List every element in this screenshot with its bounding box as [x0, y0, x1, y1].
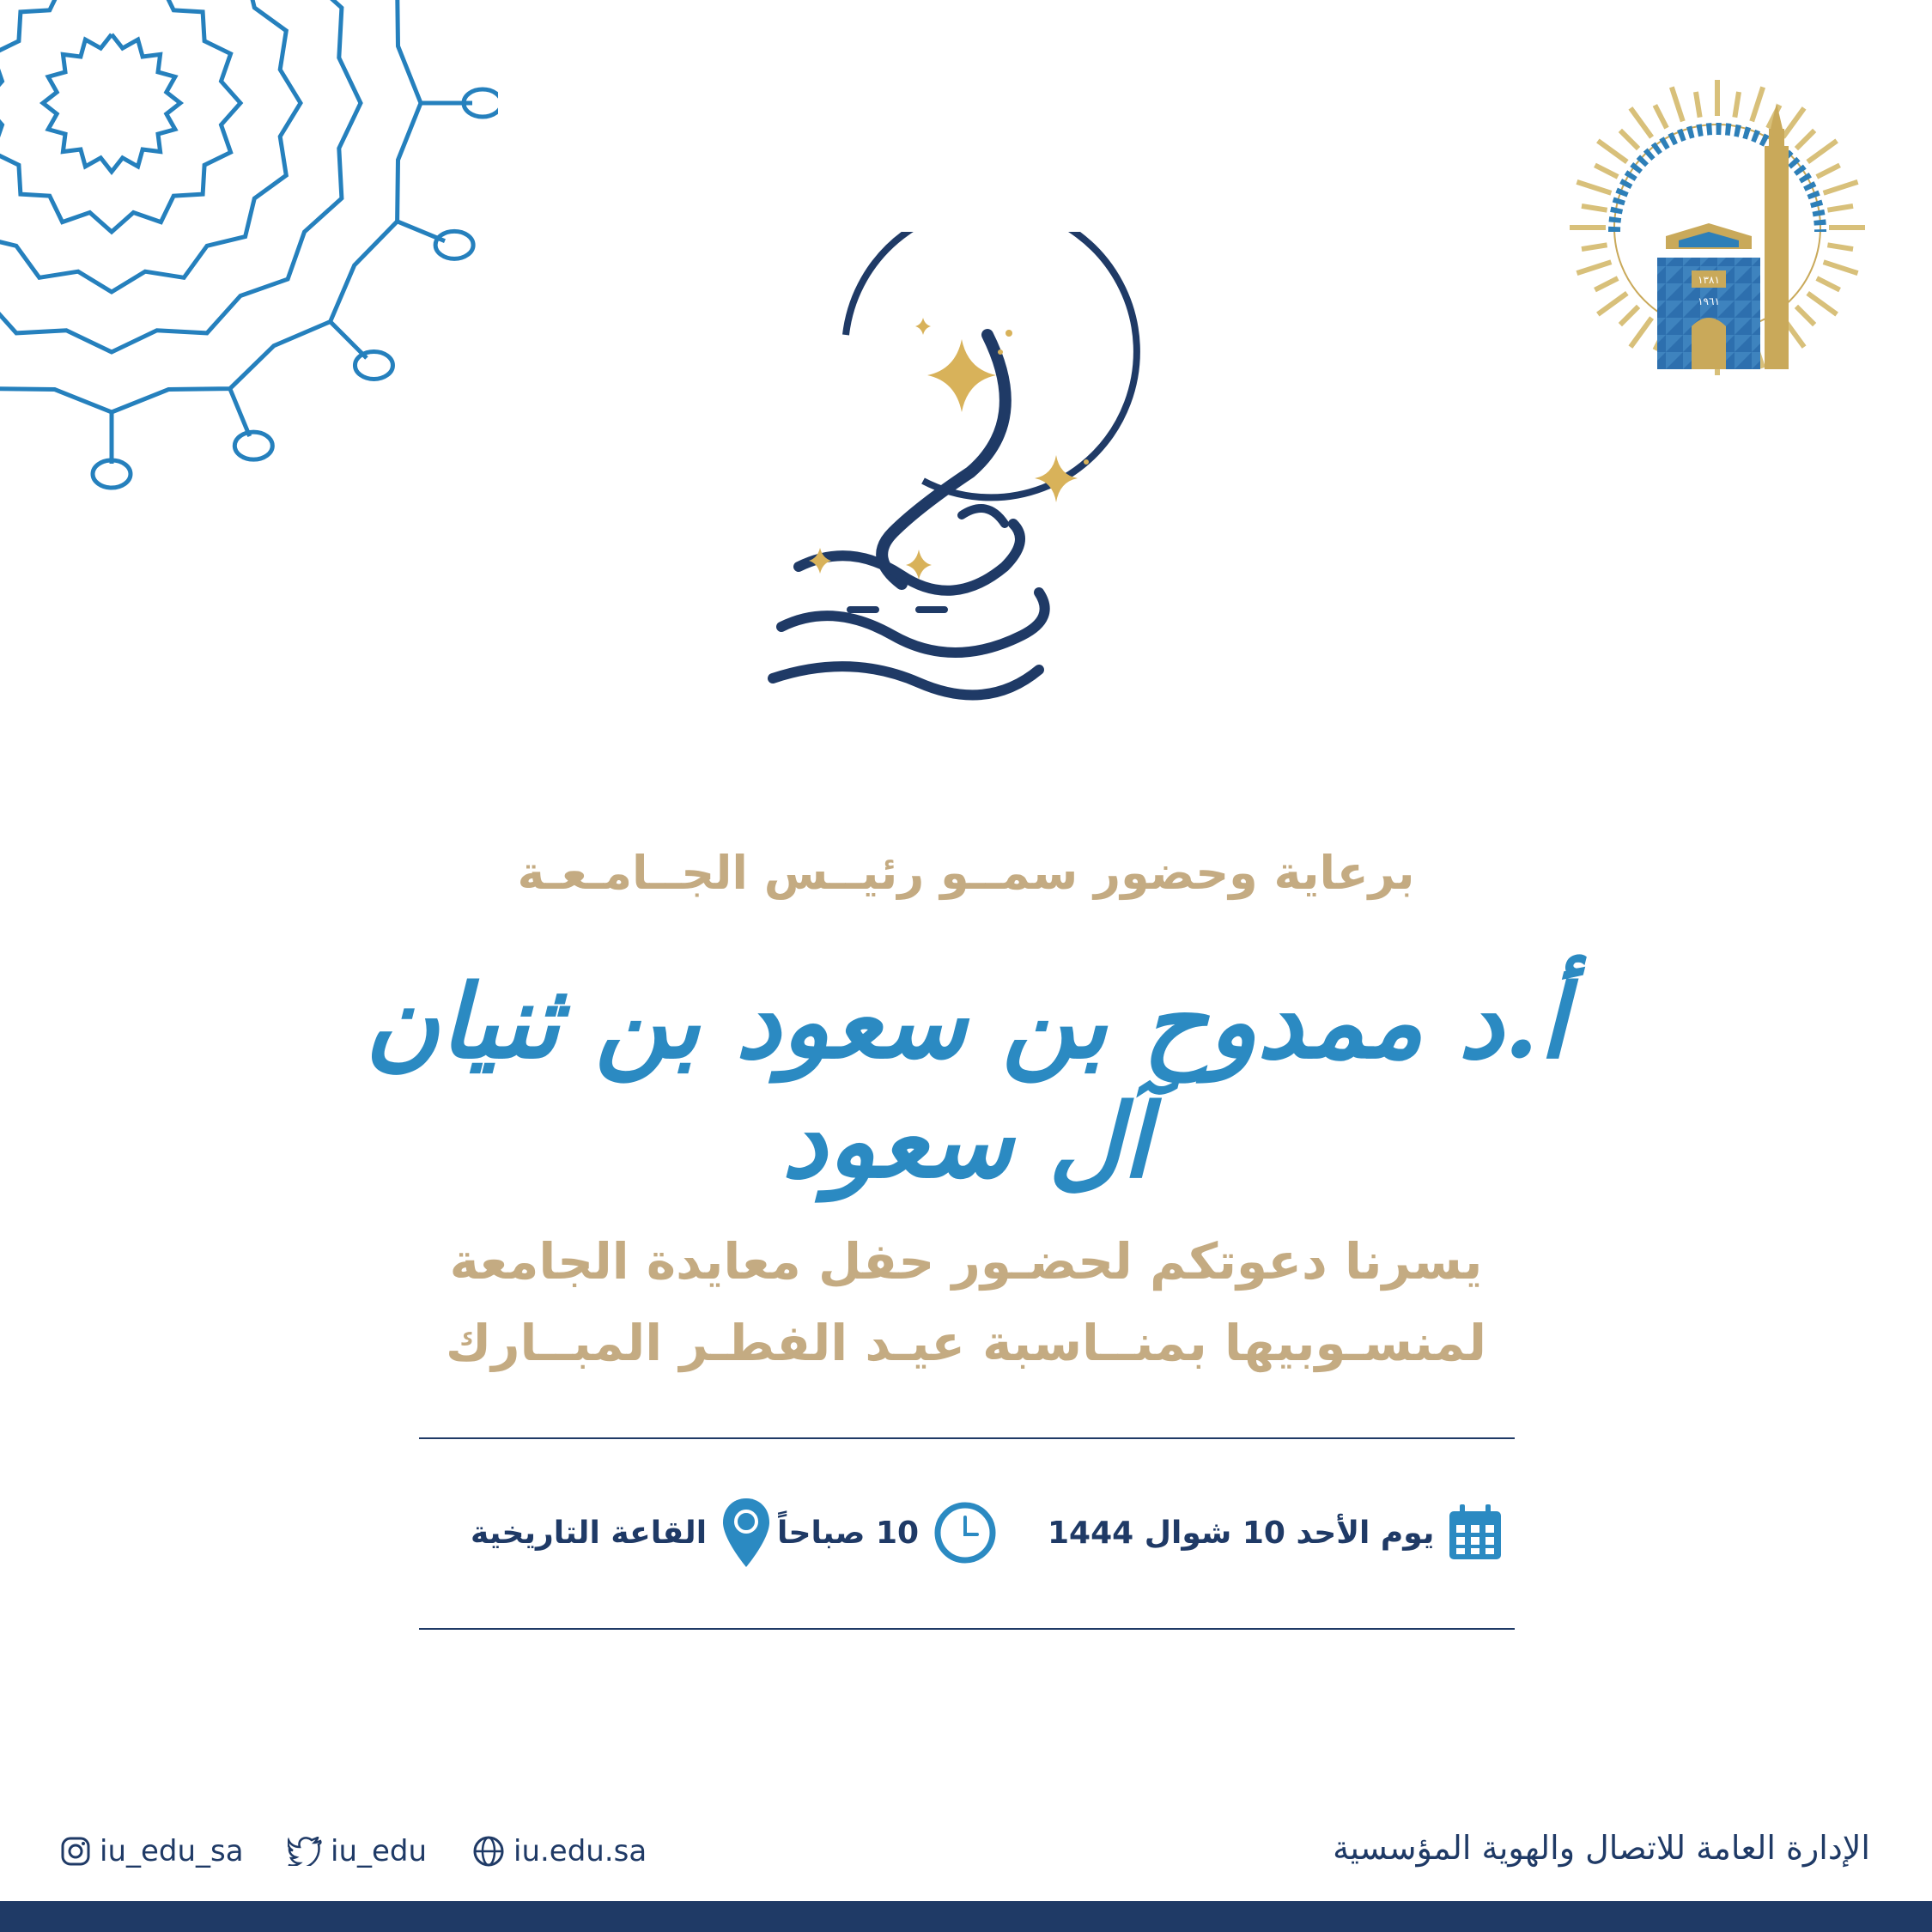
- instagram-icon: [60, 1836, 91, 1867]
- star-medium: [1035, 455, 1078, 502]
- twitter-text: iu_edu: [331, 1834, 428, 1868]
- twitter-handle[interactable]: [288, 1834, 427, 1868]
- logo-ray: [1631, 108, 1652, 137]
- logo-ray: [1598, 141, 1627, 162]
- ornament-spoke: [331, 322, 367, 358]
- geometric-ornament: [0, 0, 498, 498]
- instagram-handle[interactable]: [60, 1834, 244, 1868]
- star-large: [927, 339, 996, 412]
- logo-ray: [1824, 182, 1858, 193]
- logo-year: ١٣٨١: [1698, 274, 1720, 286]
- logo-ray: [1796, 307, 1814, 325]
- event-date-text: يوم الأحد 10 شوال 1444: [1048, 1515, 1435, 1551]
- website-link[interactable]: [472, 1834, 647, 1868]
- logo-ray: [1817, 165, 1840, 177]
- instagram-text: iu_edu_sa: [100, 1834, 244, 1868]
- ornament-loop: [93, 460, 131, 488]
- logo-ray: [1598, 293, 1627, 314]
- logo-ray: [1824, 262, 1858, 273]
- logo-ray: [1582, 206, 1607, 210]
- website-text: iu.edu.sa: [513, 1834, 647, 1868]
- invitation-line-2: لمنسـوبيها بمنــاسبة عيـد الفطـر المبــارك: [445, 1314, 1487, 1372]
- eid-calligraphy-art: [747, 232, 1185, 730]
- logo-ray: [1735, 92, 1739, 118]
- logo-year-greg: ١٩٦١: [1698, 295, 1720, 307]
- logo-ray: [1696, 92, 1700, 118]
- logo-ray: [1577, 262, 1611, 273]
- footer-bar: [0, 1901, 1932, 1932]
- clock-icon: [933, 1500, 998, 1565]
- event-time: [777, 1494, 998, 1571]
- ornament-loop: [435, 231, 473, 258]
- event-place-text: القاعة التاريخية: [471, 1515, 708, 1551]
- patronage-text: برعاية وحضور سمــو رئيــس الجــامـعـة: [517, 846, 1415, 900]
- logo-ray: [1672, 87, 1683, 121]
- logo-ray: [1783, 108, 1804, 137]
- logo-ray: [1807, 293, 1837, 314]
- ornament-loop: [234, 432, 272, 459]
- logo-ray: [1595, 165, 1618, 177]
- divider-bottom: [419, 1628, 1515, 1630]
- globe-icon: [472, 1835, 505, 1868]
- ornament-ring: [0, 0, 240, 232]
- invitation-line-1: يسرنا دعوتكم لحضـور حفل معايدة الجامعة: [449, 1232, 1483, 1291]
- logo-ray: [1595, 278, 1618, 290]
- department-name: الإدارة العامة للاتصال والهوية المؤسسية: [1333, 1829, 1870, 1867]
- logo-ray: [1807, 141, 1837, 162]
- location-pin-icon: [720, 1497, 772, 1569]
- logo-ray: [1827, 206, 1853, 210]
- ornament-ring: [43, 34, 180, 172]
- logo-ray: [1752, 87, 1763, 121]
- president-name: أ.د ممدوح بن سعود بن ثنيان آل سعود: [365, 962, 1567, 1200]
- logo-ray: [1817, 278, 1840, 290]
- logo-ray: [1582, 245, 1607, 249]
- ornament-ring: [0, 0, 301, 292]
- event-date: [1048, 1494, 1503, 1571]
- university-logo: [1563, 77, 1872, 386]
- logo-ray: [1796, 131, 1814, 149]
- ornament-loop: [355, 351, 392, 379]
- divider-top: [419, 1437, 1515, 1439]
- calendar-icon: [1448, 1503, 1503, 1563]
- logo-ray: [1620, 307, 1638, 325]
- logo-ray: [1577, 182, 1611, 193]
- event-time-text: 10 صباحاً: [777, 1515, 920, 1551]
- event-place: [471, 1494, 772, 1571]
- ornament-spoke: [230, 389, 250, 436]
- logo-ray: [1631, 318, 1652, 347]
- logo-ray: [1655, 105, 1667, 128]
- twitter-icon: [288, 1837, 322, 1866]
- ornament-ring: [0, 0, 361, 352]
- logo-ray: [1620, 131, 1638, 149]
- logo-ray: [1827, 245, 1853, 249]
